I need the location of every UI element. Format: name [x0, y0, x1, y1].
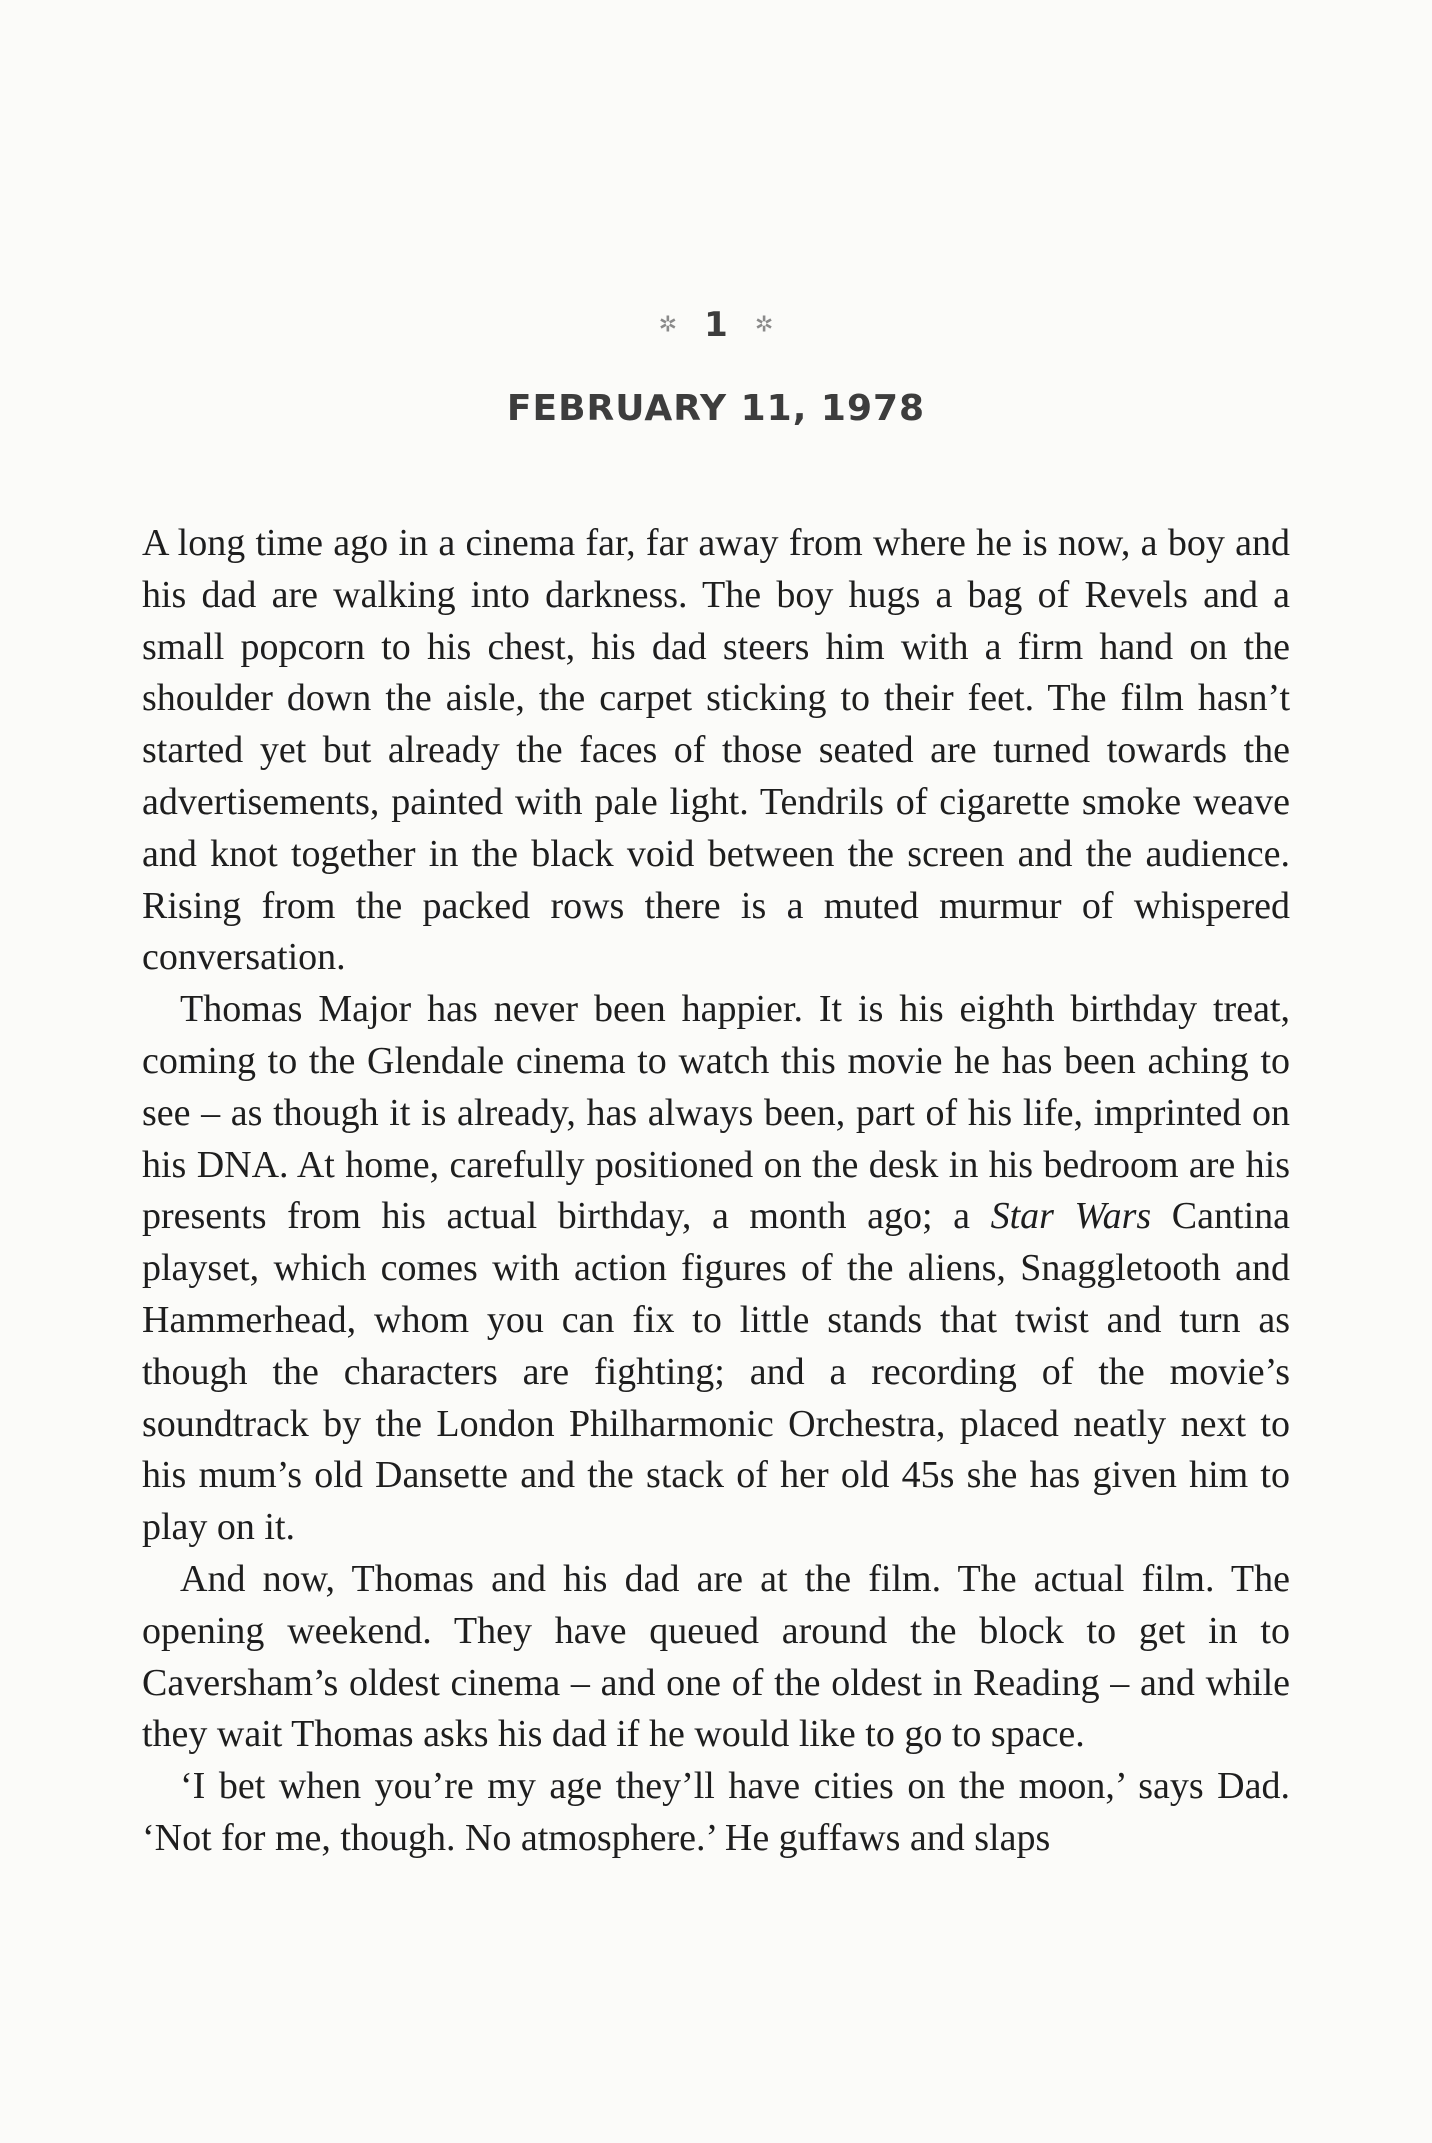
star-ornament-icon: ✲: [754, 312, 774, 338]
chapter-number-marker: [0, 305, 1432, 345]
paragraph-text: Thomas Major has never been happier. It is his eighth birthday treat, coming to the Glendale cinema to watch this movie he has been aching to see – as though it is already, has always been, part of his life, imprinted on his DNA. At home, carefully positioned on the desk in his bedroom are his presents from his actual birthday, a month ago; a: [142, 988, 1290, 1238]
chapter-number: 1: [704, 305, 728, 345]
chapter-body: [142, 518, 1290, 1865]
paragraph-text: Cantina playset, which comes with action figures of the aliens, Snaggletooth and Hammerhead, whom you can fix to little stands that twist and turn as though the characters are fighting; and a recording of the movie’s soundtrack by the London Philharmonic Orchestra, placed neatly next to his mum’s old Dansette and the stack of her old 45s she has given him to play on it.: [142, 1195, 1291, 1549]
chapter-title: FEBRUARY 11, 1978: [506, 388, 926, 429]
star-ornament-icon: ✲: [658, 312, 678, 338]
paragraph: [142, 1554, 1290, 1761]
paragraph: [142, 1761, 1290, 1865]
italic-title: Star Wars: [990, 1195, 1152, 1238]
paragraph: [142, 518, 1290, 984]
paragraph-text: And now, Thomas and his dad are at the film. The actual film. The opening weekend. They have queued around the block to get in to Caversham’s oldest cinema – and one of the oldest in Reading – and while they wait Thomas asks his dad if he would like to go to space.: [142, 1557, 1290, 1756]
paragraph-text: A long time ago in a cinema far, far away from where he is now, a boy and his dad are walking into darkness. The boy hugs a bag of Revels and a small popcorn to his chest, his dad steers him with a firm hand on the shoulder down the aisle, the carpet sticking to their feet. The film hasn’t started yet but already the faces of those seated are turned towards the advertisements, painted with pale light. Tendrils of cigarette smoke weave and knot together in the black void between the screen and the audience. Rising from the packed rows there is a muted murmur of whispered conversation.: [142, 522, 1290, 979]
paragraph: [142, 984, 1290, 1554]
paragraph-text: ‘I bet when you’re my age they’ll have cities on the moon,’ says Dad. ‘Not for me, though. No atmosphere.’ He guffaws and slaps: [142, 1765, 1290, 1859]
